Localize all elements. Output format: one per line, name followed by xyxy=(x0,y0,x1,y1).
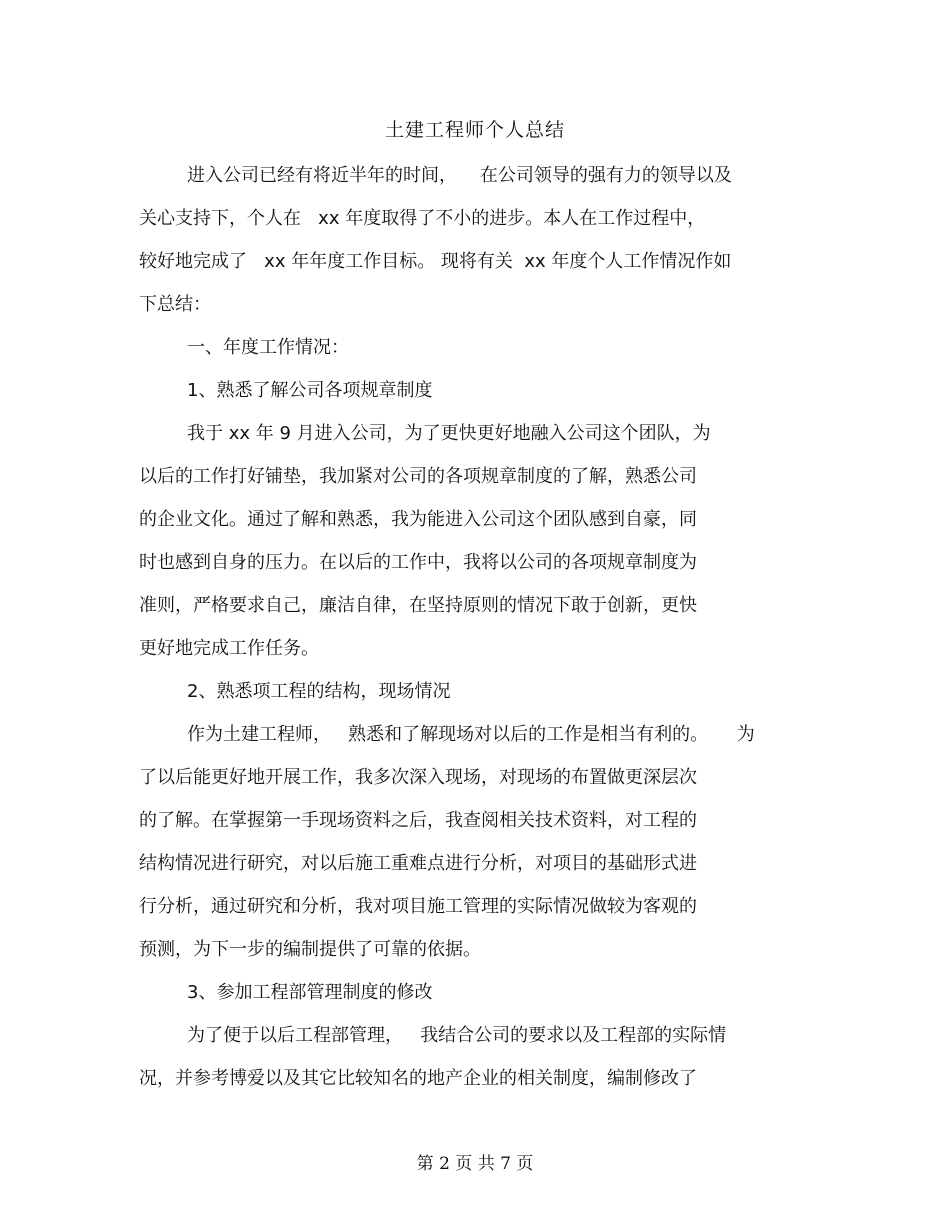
body-line: 以后的工作打好铺垫，我加紧对公司的各项规章制度的了解，熟悉公司 xyxy=(139,466,697,487)
page-number-footer: 第 2 页 共 7 页 xyxy=(416,1154,534,1174)
body-line: 较好地完成了 xx 年年度工作目标。 现将有关 xx 年度个人工作情况作如 xyxy=(139,251,732,272)
body-line: 关心支持下，个人在 xx 年度取得了不小的进步。本人在工作过程中， xyxy=(139,208,706,229)
subsection-heading: 3、参加工程部管理制度的修改 xyxy=(187,982,433,1003)
body-line: 下总结： xyxy=(139,294,211,315)
body-line: 结构情况进行研究，对以后施工重难点进行分析，对项目的基础形式进 xyxy=(139,853,697,874)
subsection-heading: 1、熟悉了解公司各项规章制度 xyxy=(187,380,433,401)
body-line: 的企业文化。通过了解和熟悉，我为能进入公司这个团队感到自豪，同 xyxy=(139,509,697,530)
body-line: 作为土建工程师， 熟悉和了解现场对以后的工作是相当有利的。 为 xyxy=(187,724,755,745)
body-line: 进入公司已经有将近半年的时间， 在公司领导的强有力的领导以及 xyxy=(187,165,732,186)
body-line: 预测，为下一步的编制提供了可靠的依据。 xyxy=(139,939,481,960)
body-line: 的了解。在掌握第一手现场资料之后，我查阅相关技术资料，对工程的 xyxy=(139,810,697,831)
body-line: 更好地完成工作任务。 xyxy=(139,638,319,659)
body-line: 了以后能更好地开展工作，我多次深入现场，对现场的布置做更深层次 xyxy=(139,767,697,788)
section-heading: 一、年度工作情况： xyxy=(187,337,349,358)
body-line: 况，并参考博爱以及其它比较知名的地产企业的相关制度，编制修改了 xyxy=(139,1068,697,1089)
body-line: 为了便于以后工程部管理， 我结合公司的要求以及工程部的实际情 xyxy=(187,1025,727,1046)
body-line: 时也感到自身的压力。在以后的工作中，我将以公司的各项规章制度为 xyxy=(139,552,697,573)
subsection-heading: 2、熟悉项工程的结构，现场情况 xyxy=(187,681,451,702)
body-line: 准则，严格要求自己，廉洁自律，在坚持原则的情况下敢于创新，更快 xyxy=(139,595,697,616)
body-line: 行分析，通过研究和分析，我对项目施工管理的实际情况做较为客观的 xyxy=(139,896,697,917)
body-line: 我于 xx 年 9 月进入公司，为了更快更好地融入公司这个团队，为 xyxy=(187,423,711,444)
document-title: 土建工程师个人总结 xyxy=(384,119,565,141)
